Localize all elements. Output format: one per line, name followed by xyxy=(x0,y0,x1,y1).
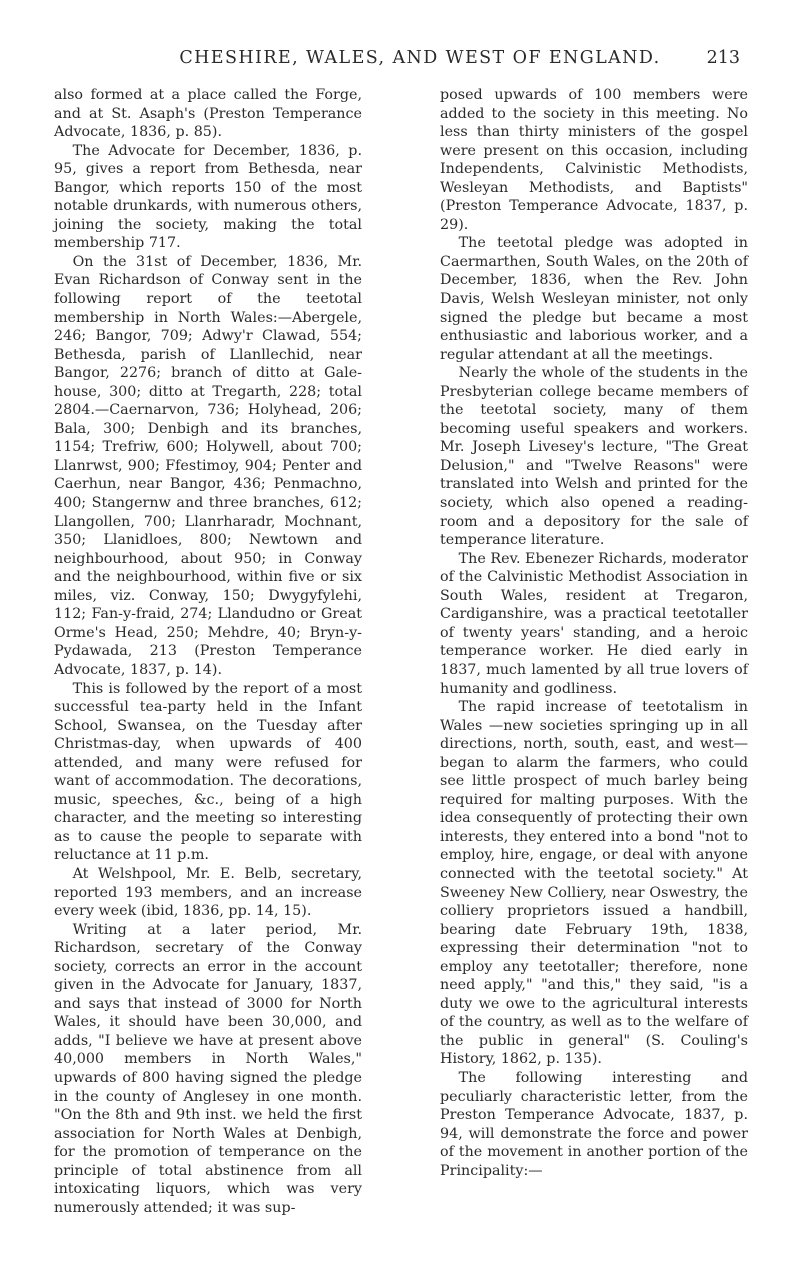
paragraph: At Welshpool, Mr. E. Belb, secretary, reported 193 members, and an increase every week (ibid, 1836, pp. 14, 15). xyxy=(54,865,362,920)
running-title: CHESHIRE, WALES, AND WEST OF ENGLAND. xyxy=(179,48,661,68)
paragraph: The teetotal pledge was adopted in Caermarthen, South Wales, on the 20th of December, 1836, when the Rev. John Davis, Welsh Wesleyan minister, not only signed the pledge but became a most enthusiastic and laborious worker, and a regular attendant at all the meetings. xyxy=(440,235,748,363)
right-column xyxy=(440,86,748,1180)
paragraph: Nearly the whole of the students in the Presbyterian college became members of the teetotal society, many of them becoming useful speakers and workers. Mr. Joseph Livesey's lecture, "The Great Delusion," and "Twelve Reasons" were translated into Welsh and printed for the society, which also opened a reading-room and a depository for the sale of temperance literature. xyxy=(440,365,748,549)
paragraph: also formed at a place called the Forge, and at St. Asaph's (Preston Temperance Advocate, 1836, p. 85). xyxy=(54,87,362,141)
paragraph: The rapid increase of teetotalism in Wales —new societies springing up in all directions, north, south, east, and west—began to alarm the farmers, who could see little prospect of much barley being required for malting purposes. With the idea consequently of protecting their own interests, they entered into a bond "not to employ, hire, engage, or deal with anyone connected with the teetotal society." At Sweeney New Colliery, near Oswestry, the colliery proprietors issued a handbill, bearing date February 19th, 1838, expressing their determination "not to employ any teetotaller; therefore, none need apply," "and this," they said, "is a duty we owe to the agricultural interests of the country, as well as to the welfare of the public in general" (S. Couling's History, 1862, p. 135). xyxy=(440,699,748,1068)
paragraph: On the 31st of December, 1836, Mr. Evan Richardson of Conway sent in the following report of the teetotal membership in North Wales:—Abergele, 246; Bangor, 709; Adwy'r Clawad, 554; Bethesda, parish of Llanllechid, near Bangor, 2276; branch of ditto at Gale-house, 300; ditto at Tregarth, 228; total 2804.—Caernarvon, 736; Holyhead, 206; Bala, 300; Denbigh and its branches, 1154; Trefriw, 600; Holywell, about 700; Llanrwst, 900; Ffestimoy, 904; Penter and Caerhun, near Bangor, 436; Penmachno, 400; Stangernw and three branches, 612; Llangollen, 700; Llanrharadr, Mochnant, 350; Llanidloes, 800; Newtown and neighbourhood, about 950; in Conway and the neighbourhood, within five or six miles, viz. Conway, 150; Dwygyfylehi, 112; Fan-y-fraid, 274; Llandudno or Great Orme's Head, 250; Mehdre, 40; Bryn-y-Pydawada, 213 (Preston Temperance Advocate, 1837, p. 14). xyxy=(54,253,362,678)
running-header xyxy=(100,48,740,76)
page-number: 213 xyxy=(706,48,740,68)
paragraph: The Advocate for December, 1836, p. 95, gives a report from Bethesda, near Bangor, which reports 150 of the most notable drunkards, with numerous others, joining the society, making the total membership 717. xyxy=(54,142,362,252)
paragraph: The following interesting and peculiarly characteristic letter, from the Preston Temperance Advocate, 1837, p. 94, will demonstrate the force and power of the movement in another portion of the Principality:— xyxy=(440,1069,748,1179)
left-column xyxy=(54,86,362,1217)
paragraph: posed upwards of 100 members were added to the society in this meeting. No less than thirty ministers of the gospel were present on this occasion, including Independents, Calvinistic Methodists, Wesleyan Methodists, and Baptists" (Preston Temperance Advocate, 1837, p. 29). xyxy=(440,87,748,233)
paragraph: The Rev. Ebenezer Richards, moderator of the Calvinistic Methodist Association in South Wales, resident at Tregaron, Cardiganshire, was a practical teetotaller of twenty years' standing, and a heroic temperance worker. He died early in 1837, much lamented by all true lovers of humanity and godliness. xyxy=(440,550,748,697)
paragraph: This is followed by the report of a most successful tea-party held in the Infant School, Swansea, on the Tuesday after Christmas-day, when upwards of 400 attended, and many were refused for want of accommodation. The decorations, music, speeches, &c., being of a high character, and the meeting so interesting as to cause the people to separate with reluctance at 11 p.m. xyxy=(54,680,362,864)
paragraph: Writing at a later period, Mr. Richardson, secretary of the Conway society, corrects an error in the account given in the Advocate for January, 1837, and says that instead of 3000 for North Wales, it should have been 30,000, and adds, "I believe we have at present above 40,000 members in North Wales," upwards of 800 having signed the pledge in the county of Anglesey in one month. "On the 8th and 9th inst. we held the first association for North Wales at Denbigh, for the promotion of temperance on the principle of total abstinence from all intoxicating liquors, which was very numerously attended; it was sup- xyxy=(54,921,362,1216)
